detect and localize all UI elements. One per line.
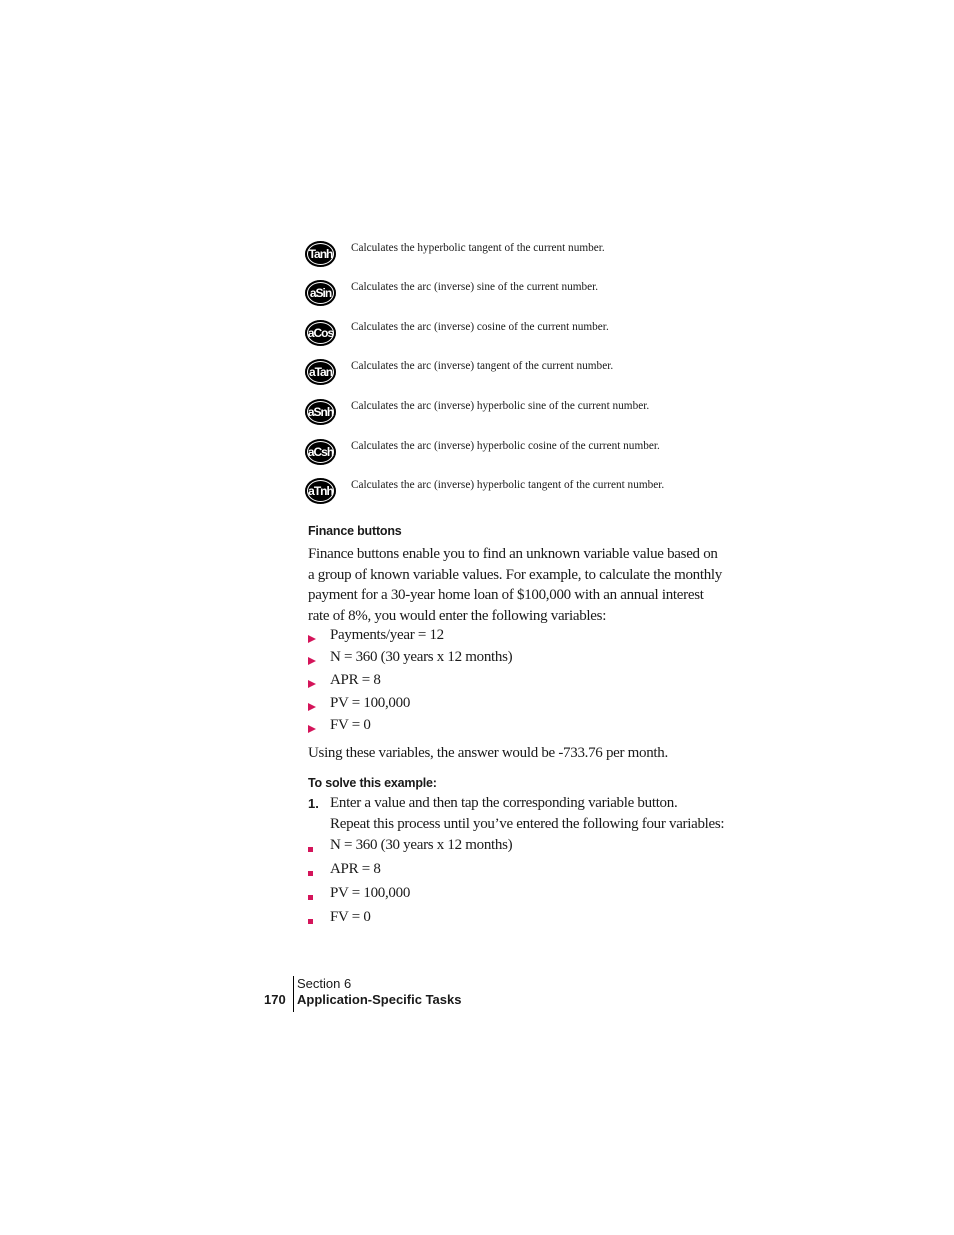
atnh-button-row xyxy=(305,477,725,512)
variable-text: N = 360 (30 years x 12 months) xyxy=(330,837,513,853)
answer-text xyxy=(308,743,698,764)
triangle-bullet-icon xyxy=(308,657,316,665)
tanh-description: Calculates the hyperbolic tangent of the current number. xyxy=(351,240,605,254)
triangle-bullet-icon xyxy=(308,725,316,733)
asnh-button-row xyxy=(305,398,725,433)
acsh-icon: aCsh xyxy=(305,439,336,465)
intro-line: a group of known variable values. For example, to calculate the monthly xyxy=(308,566,722,583)
variable-text: PV = 100,000 xyxy=(330,695,411,711)
triangle-bullet-icon xyxy=(308,680,316,688)
intro-line: rate of 8%, you would enter the following variables: xyxy=(308,607,607,624)
acsh-description: Calculates the arc (inverse) hyperbolic cosine of the current number. xyxy=(351,438,660,452)
triangle-bullet-icon xyxy=(308,703,316,711)
asnh-icon: aSnh xyxy=(305,399,336,425)
variable-text: APR = 8 xyxy=(330,861,381,877)
variable-text: PV = 100,000 xyxy=(330,885,411,901)
asin-description: Calculates the arc (inverse) sine of the current number. xyxy=(351,279,599,293)
step-text xyxy=(330,793,724,835)
acsh-button-row xyxy=(305,438,725,473)
footer-section-label: Section 6 xyxy=(297,976,352,991)
step-line: Enter a value and then tap the corresponding variable button. xyxy=(330,795,678,811)
atnh-icon: aTnh xyxy=(305,478,336,504)
variable-text: Payments/year = 12 xyxy=(330,627,444,643)
tanh-icon: Tanh xyxy=(305,241,336,267)
footer-divider xyxy=(293,976,294,1012)
finance-intro xyxy=(308,544,722,626)
tanh-button-row xyxy=(305,240,725,275)
page-number: 170 xyxy=(264,992,286,1007)
intro-line: payment for a 30-year home loan of $100,000 with an annual interest xyxy=(308,587,704,603)
intro-line: Finance buttons enable you to find an unknown variable value based on xyxy=(308,546,718,562)
square-bullet-icon xyxy=(308,919,313,924)
triangle-bullet-icon xyxy=(308,635,316,643)
square-bullet-icon xyxy=(308,847,313,852)
atnh-description: Calculates the arc (inverse) hyperbolic tangent of the current number. xyxy=(351,477,665,491)
atan-icon: aTan xyxy=(305,359,336,385)
square-bullet-icon xyxy=(308,895,313,900)
asin-button-row xyxy=(305,279,725,314)
acos-button-row xyxy=(305,319,725,354)
acos-description: Calculates the arc (inverse) cosine of the current number. xyxy=(351,319,609,333)
variable-text: APR = 8 xyxy=(330,672,381,688)
acos-icon: aCos xyxy=(305,320,336,346)
step-line: Repeat this process until you’ve entered the following four variables: xyxy=(330,816,725,832)
atan-description: Calculates the arc (inverse) tangent of the current number. xyxy=(351,358,614,372)
step-number: 1. xyxy=(308,796,319,811)
variable-text: N = 360 (30 years x 12 months) xyxy=(330,649,513,665)
variable-text: FV = 0 xyxy=(330,717,371,733)
footer-section-title: Application-Specific Tasks xyxy=(297,992,462,1007)
answer-line: Using these variables, the answer would be -733.76 per month. xyxy=(308,745,668,761)
square-bullet-icon xyxy=(308,871,313,876)
asin-icon: aSin xyxy=(305,280,336,306)
atan-button-row xyxy=(305,358,725,393)
example-heading: To solve this example: xyxy=(308,776,437,790)
asnh-description: Calculates the arc (inverse) hyperbolic sine of the current number. xyxy=(351,398,650,412)
finance-heading: Finance buttons xyxy=(308,524,402,538)
variable-text: FV = 0 xyxy=(330,909,371,925)
